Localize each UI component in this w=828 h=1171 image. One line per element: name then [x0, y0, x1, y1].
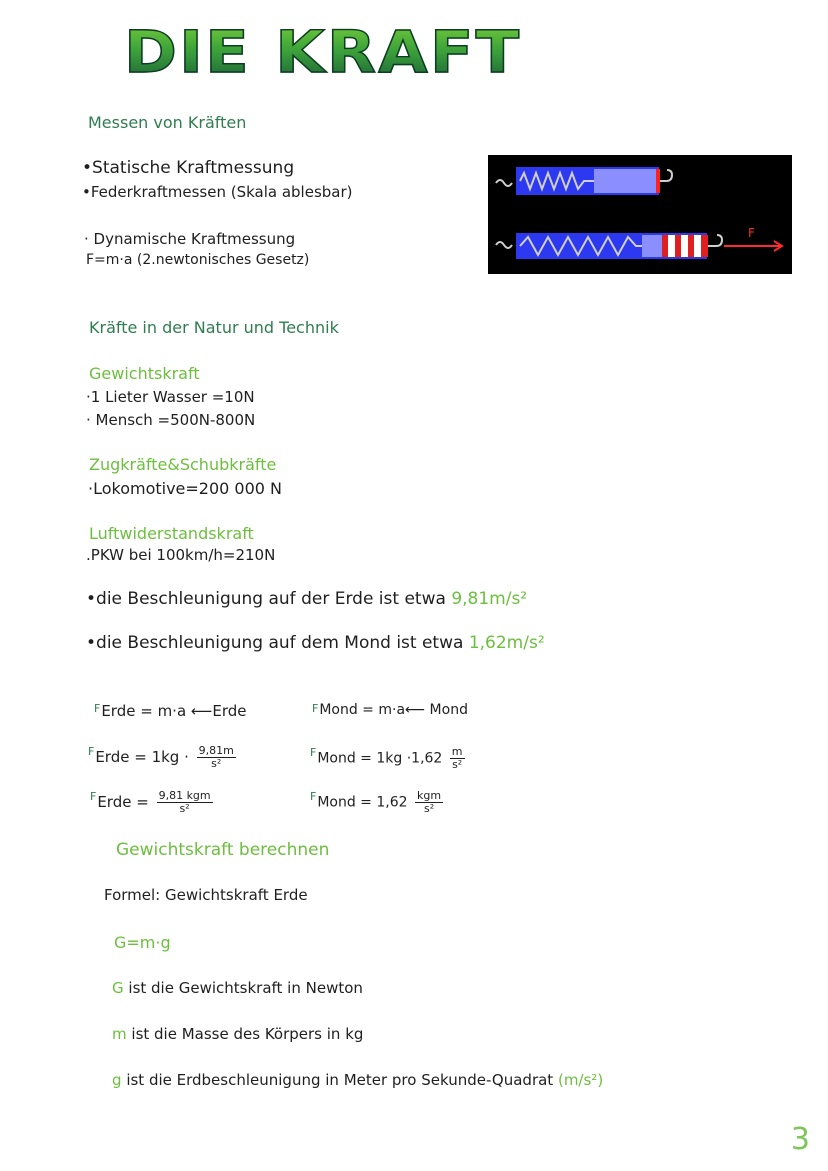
page-title: DIE KRAFT — [124, 18, 522, 86]
line-beschleunigung-mond — [86, 633, 545, 653]
formula-mond-3: $^F$Mond = 1,62 $\frac{\text{kgm}}{\text{s²}}$ — [310, 789, 442, 816]
fraction: $\frac{m}{\text{s²}}$ — [451, 745, 463, 772]
value-mond: 1,62m/s² — [468, 633, 545, 653]
fraction: $\frac{9,81m}{\text{s²}}$ — [198, 744, 234, 771]
line-beschleunigung-erde — [86, 589, 527, 609]
force-symbol: F — [310, 790, 317, 803]
force-symbol: F — [312, 702, 319, 715]
item-lokomotive: ·Lokomotive=200 000 N — [88, 479, 283, 498]
heading-zugkraefte: Zugkräfte&Schubkräfte — [89, 455, 277, 474]
definition-g: g ist die Erdbeschleunigung in Meter pro Sekunde-Quadrat (m/s²) — [112, 1071, 604, 1089]
formula-newton: F=m·a (2.newtonisches Gesetz) — [86, 252, 310, 268]
text-erde: •die Beschleunigung auf der Erde ist etwa — [86, 589, 446, 609]
formel-label: Formel: Gewichtskraft Erde — [104, 886, 308, 904]
formula-erde-2: $^F$Erde = 1kg · $\frac{9,81m}{\text{s²}}$ — [88, 744, 234, 771]
spring-scale-image — [488, 155, 792, 274]
formula-mond-1: $^F$Mond = m·a⟵ Mond — [312, 702, 468, 718]
force-symbol: F — [90, 790, 97, 803]
text-mond: •die Beschleunigung auf dem Mond ist etwa — [86, 633, 464, 653]
force-arrow-label: F — [748, 226, 755, 240]
page-number: 3 — [790, 1122, 810, 1157]
item-dynamisch: · Dynamische Kraftmessung — [84, 230, 296, 248]
force-symbol: F — [310, 746, 317, 759]
item-wasser: ·1 Lieter Wasser =10N — [86, 388, 255, 406]
formel-gewichtskraft: G=m·g — [114, 933, 171, 952]
value-erde: 9,81m/s² — [451, 589, 528, 609]
heading-berechnen: Gewichtskraft berechnen — [116, 840, 330, 860]
item-mensch: · Mensch =500N-800N — [86, 411, 256, 429]
formula-erde-1: $^F$Erde = m·a ⟵Erde — [94, 702, 247, 720]
heading-luftwiderstand: Luftwiderstandskraft — [89, 524, 254, 543]
heading-natur: Kräfte in der Natur und Technik — [89, 318, 339, 337]
fraction: $\frac{\text{kgm}}{\text{s²}}$ — [417, 789, 442, 816]
heading-gewichtskraft: Gewichtskraft — [89, 364, 200, 383]
item-feder: •Federkraftmessen (Skala ablesbar) — [82, 183, 353, 201]
formula-erde-3: $^F$Erde = $\frac{\text{9,81 kgm}}{\text{s²}}$ — [90, 789, 211, 816]
fraction: $\frac{\text{9,81 kgm}}{\text{s²}}$ — [158, 789, 211, 816]
definition-G: G ist die Gewichtskraft in Newton — [112, 979, 363, 997]
force-symbol: F — [94, 702, 101, 715]
force-symbol: F — [88, 745, 95, 758]
item-statisch: •Statische Kraftmessung — [82, 158, 295, 178]
formula-mond-2: $^F$Mond = 1kg ·1,62 $\frac{m}{\text{s²}}$ — [310, 745, 463, 772]
definition-m: m ist die Masse des Körpers in kg — [112, 1025, 364, 1043]
heading-messen: Messen von Kräften — [88, 113, 247, 132]
item-pkw: .PKW bei 100km/h=210N — [86, 546, 276, 564]
